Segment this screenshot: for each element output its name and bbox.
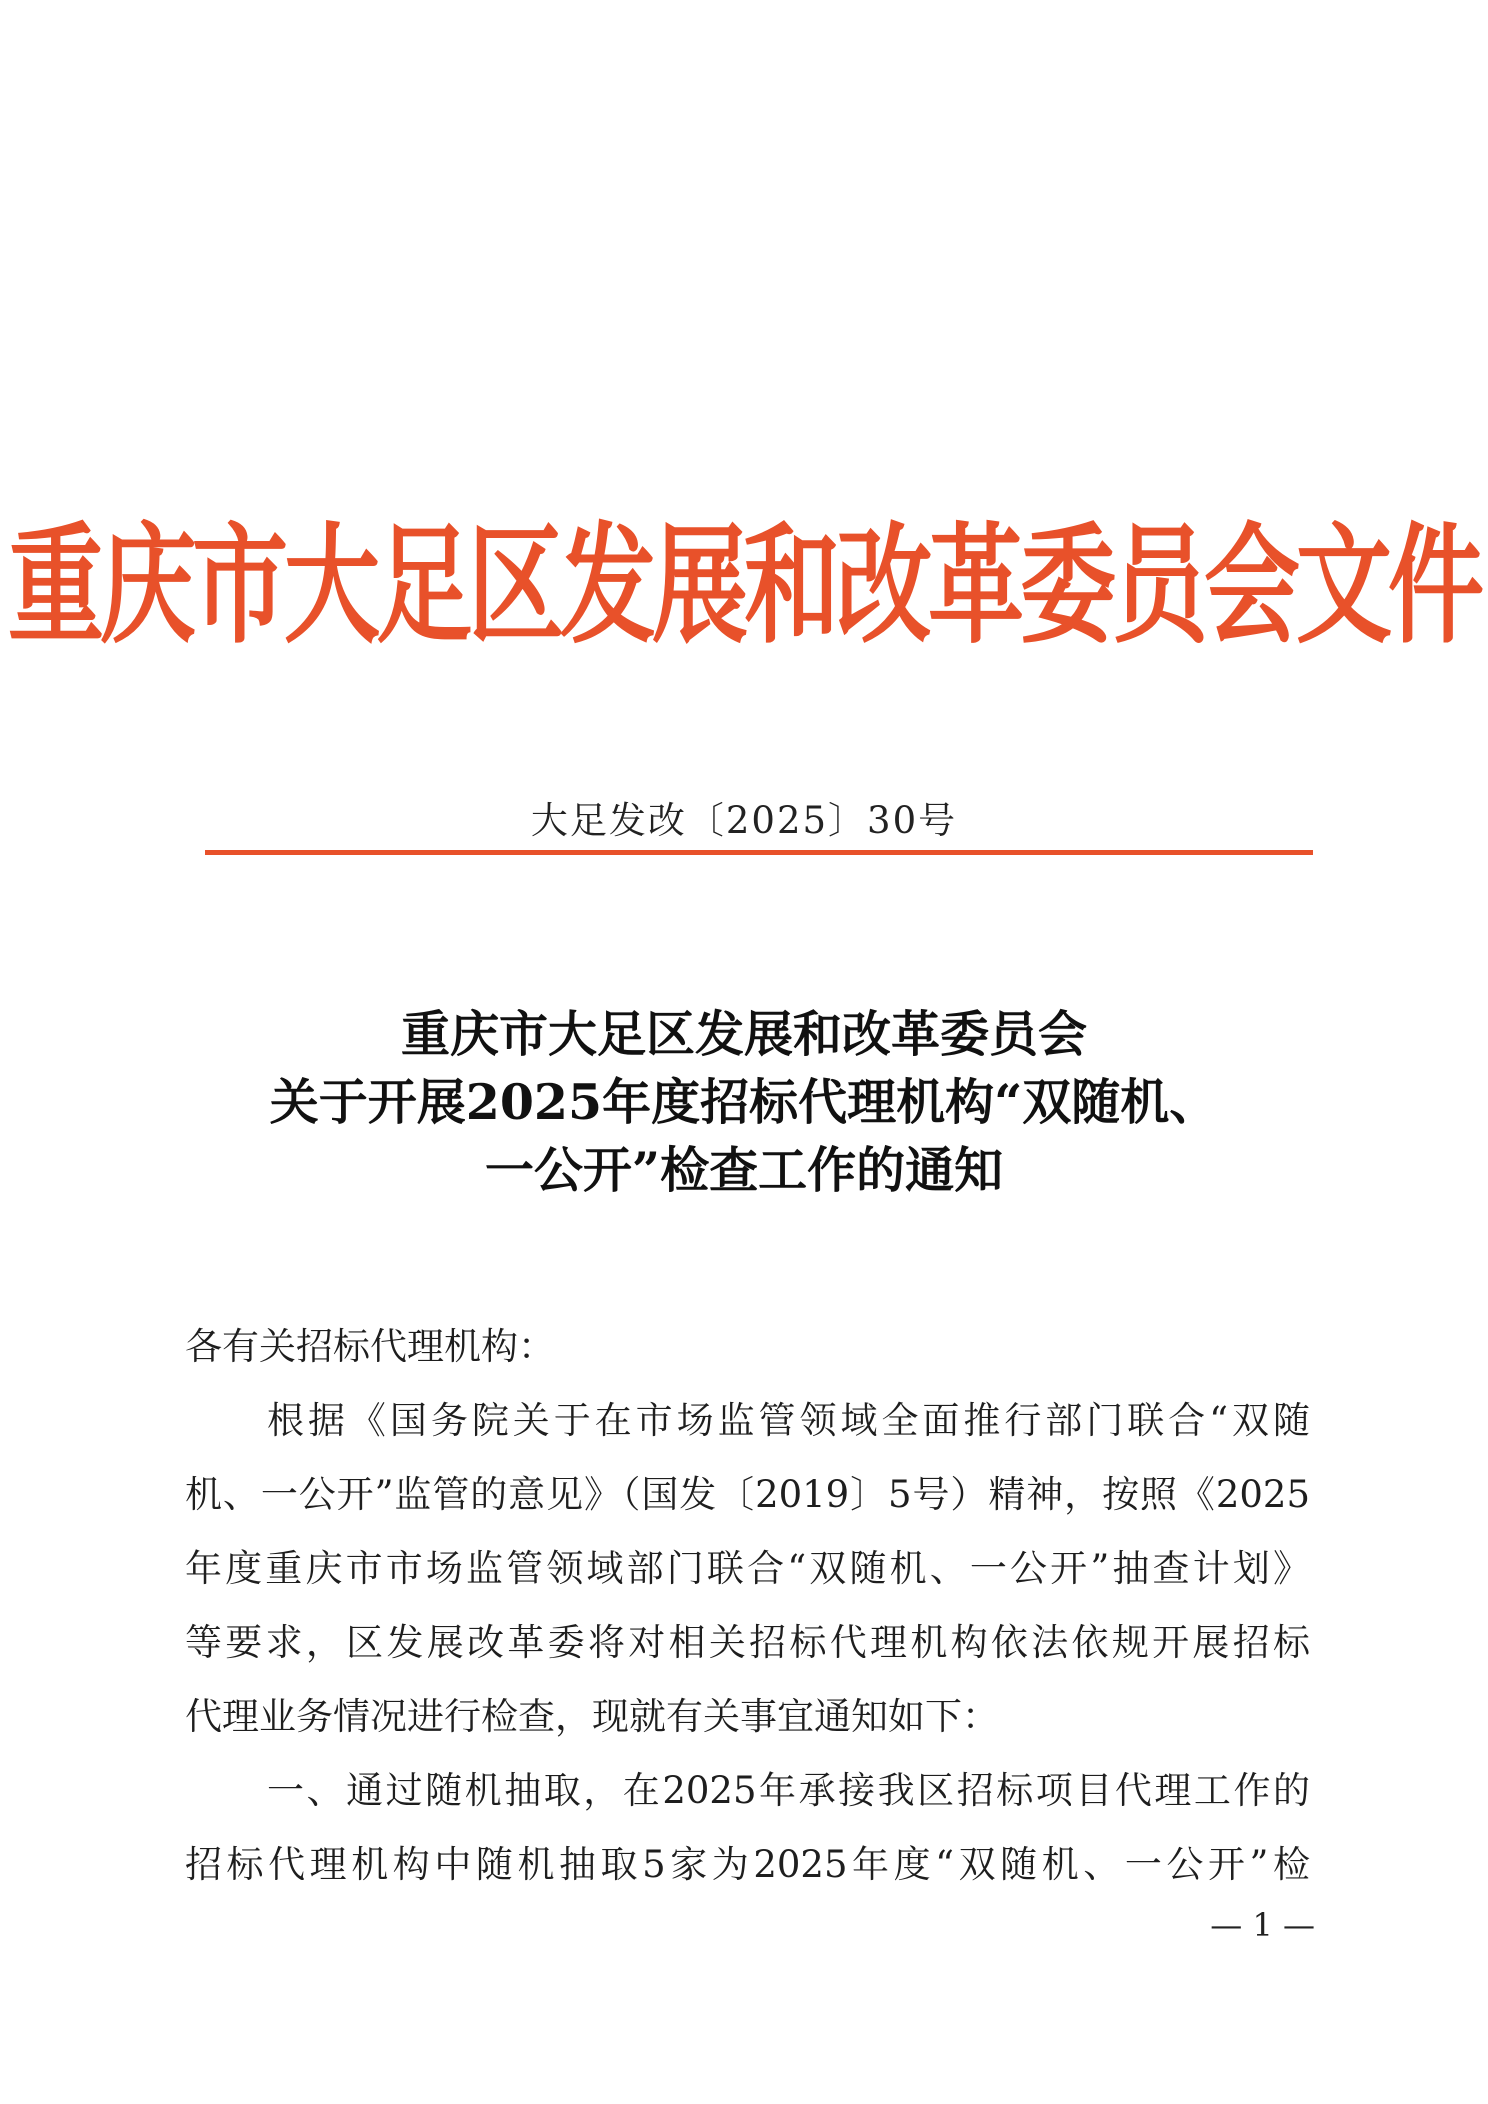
paragraph-line: 年度重庆市市场监管领域部门联合“双随机、一公开”抽查计划》 bbox=[185, 1547, 1310, 1590]
paragraph-line: 等要求，区发展改革委将对相关招标代理机构依法依规开展招标 bbox=[185, 1621, 1310, 1664]
paragraph-line: 一、通过随机抽取，在2025年承接我区招标项目代理工作的 bbox=[267, 1769, 1310, 1812]
notice-body bbox=[185, 1310, 1310, 1902]
paragraph-line: 招标代理机构中随机抽取5家为2025年度“双随机、一公开”检 bbox=[185, 1843, 1310, 1886]
page-number: — 1 — bbox=[1210, 1906, 1315, 1944]
masthead-title: 重庆市大足区发展和改革委员会文件 bbox=[8, 510, 1480, 662]
notice-title bbox=[0, 1000, 1488, 1204]
title-line: 一公开”检查工作的通知 bbox=[484, 1141, 1004, 1199]
paragraph-line: 根据《国务院关于在市场监管领域全面推行部门联合“双随 bbox=[267, 1399, 1310, 1442]
title-line: 重庆市大足区发展和改革委员会 bbox=[400, 1005, 1087, 1063]
red-divider-line bbox=[205, 850, 1313, 855]
paragraph-line: 机、一公开”监管的意见》（国发〔2019〕5号）精神，按照《2025 bbox=[185, 1473, 1310, 1516]
document-number: 大足发改〔2025〕30号 bbox=[530, 799, 958, 842]
paragraph-line: 代理业务情况进行检查，现就有关事宜通知如下： bbox=[185, 1695, 999, 1738]
title-line: 关于开展2025年度招标代理机构“双随机、 bbox=[269, 1073, 1219, 1131]
salutation: 各有关招标代理机构： bbox=[185, 1325, 555, 1368]
